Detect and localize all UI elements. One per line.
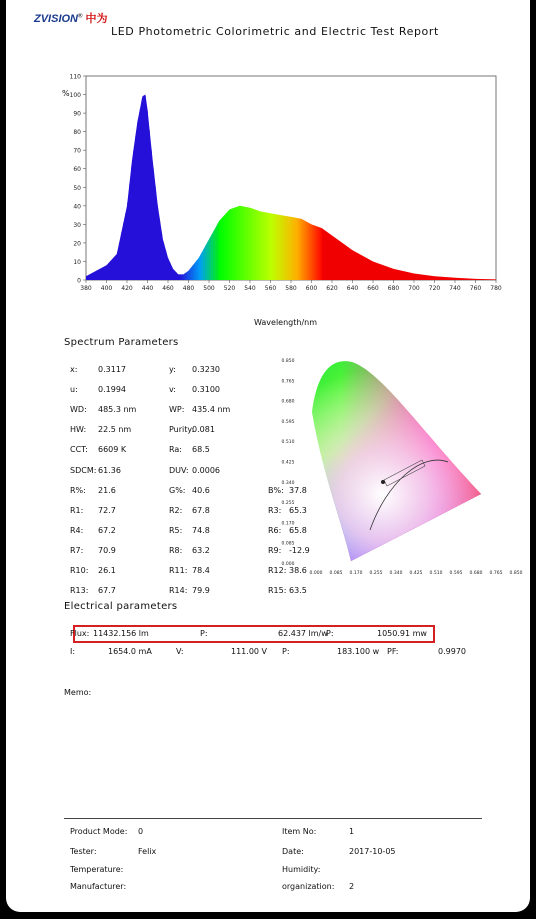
param-label: R%: [70, 485, 86, 495]
param-value: 37.8 [289, 485, 307, 495]
cie-y-tick-label: 0.085 [281, 541, 295, 547]
cie-x-tick-label: 0.425 [409, 571, 423, 576]
param-label: B%: [268, 485, 284, 495]
x-tick-label: 460 [162, 285, 174, 292]
x-tick-label: 780 [490, 285, 502, 292]
param-value: -12.9 [289, 545, 310, 555]
cie-x-tick-label: 0.595 [449, 571, 463, 576]
param-label: u: [70, 385, 78, 395]
cie-y-tick-label: 0.425 [281, 460, 295, 466]
param-label: Ra: [169, 445, 182, 455]
electrical-heading: Electrical parameters [64, 601, 178, 612]
current-value: 1654.0 mA [108, 647, 152, 656]
param-label: R6: [268, 525, 282, 535]
param-value: 22.5 nm [98, 425, 132, 435]
param-label: R5: [169, 525, 183, 535]
cie-x-tick-label: 0.510 [429, 571, 443, 576]
voltage-label: V: [176, 647, 184, 656]
param-value: 79.9 [192, 586, 210, 596]
param-value: 40.6 [192, 485, 210, 495]
y-tick-label: 10 [73, 258, 81, 266]
param-label: WD: [70, 405, 87, 415]
y-tick-label: 100 [69, 92, 81, 100]
param-label: R14: [169, 586, 188, 596]
cie-y-tick-label: 0.765 [281, 379, 295, 385]
param-label: R15: [268, 586, 287, 596]
y-tick-label: 60 [73, 166, 81, 174]
pf-value: 0.9970 [438, 647, 466, 656]
cie-y-tick-label: 0.000 [281, 562, 295, 567]
efficacy-label: P: [200, 629, 208, 638]
test-point [381, 480, 385, 484]
x-tick-label: 560 [264, 285, 277, 292]
spectrum-chart [50, 68, 520, 328]
param-label: R4: [70, 525, 84, 535]
y-tick-label: 20 [73, 240, 81, 248]
param-label: R3: [268, 505, 282, 515]
param-label: R2: [169, 505, 183, 515]
cie-y-tick-label: 0.595 [281, 419, 295, 425]
x-tick-label: 700 [408, 285, 420, 292]
param-label: R9: [268, 545, 282, 555]
cie-y-tick-label: 0.255 [281, 501, 295, 507]
param-value: 67.7 [98, 586, 116, 596]
y-tick-label: 30 [73, 221, 81, 229]
humidity-label: Humidity: [282, 865, 321, 874]
organization-label: organization: [282, 882, 335, 891]
cie-x-tick-label: 0.765 [489, 571, 503, 576]
param-label: y: [169, 365, 176, 374]
param-value: 0.0006 [192, 465, 220, 475]
param-label: x: [70, 365, 78, 374]
param-value: 70.9 [98, 545, 116, 555]
x-tick-label: 760 [469, 285, 482, 292]
memo-label: Memo: [64, 688, 92, 697]
param-value: 38.6 [289, 566, 307, 575]
param-label: R1: [70, 505, 84, 515]
param-value: 6609 K [98, 445, 127, 455]
param-label: R12: [268, 566, 287, 575]
param-value: 72.7 [98, 505, 116, 515]
cie-y-tick-label: 0.170 [281, 521, 295, 527]
cie-y-tick-label: 0.340 [281, 480, 295, 486]
x-tick-label: 580 [285, 285, 297, 292]
flux-label: Flux: [70, 629, 90, 638]
cie-x-tick-label: 0.085 [329, 571, 343, 576]
temperature-label: Temperature: [70, 865, 124, 874]
logo: ZVISION® 中为 [34, 13, 108, 25]
x-tick-label: 680 [387, 285, 400, 292]
cie-y-tick-label: 0.850 [281, 359, 295, 364]
param-value: 26.1 [98, 566, 116, 575]
param-value: 67.8 [192, 505, 210, 515]
y-tick-label: 50 [73, 184, 81, 192]
param-label: Purity: [169, 425, 195, 435]
param-value: 61.36 [98, 465, 121, 475]
param-label: CCT: [70, 445, 88, 455]
x-tick-label: 600 [305, 285, 318, 292]
power-value: 183.100 w [337, 647, 380, 656]
cie-x-tick-label: 0.850 [509, 571, 523, 576]
param-label: R11: [169, 566, 188, 575]
report-page [6, 0, 530, 912]
logo-text: ZVISION [34, 13, 79, 25]
x-tick-label: 500 [203, 285, 215, 292]
param-label: R8: [169, 545, 183, 555]
param-value: 63.5 [289, 586, 307, 596]
x-tick-label: 380 [80, 285, 92, 292]
current-label: I: [70, 647, 76, 656]
param-label: DUV: [169, 465, 189, 475]
param-value: 0.081 [192, 425, 215, 435]
x-tick-label: 400 [100, 285, 113, 292]
param-value: 435.4 nm [192, 405, 231, 415]
y-tick-label: 40 [73, 203, 81, 211]
param-label: R7: [70, 545, 84, 555]
param-value: 0.1994 [98, 385, 126, 395]
cie-chromaticity-chart [272, 352, 523, 582]
param-label: SDCM: [70, 465, 97, 475]
x-tick-label: 420 [121, 285, 133, 292]
radiant-power-value: 1050.91 mw [377, 629, 427, 638]
y-axis-label: % [62, 89, 70, 98]
manufacturer-label: Manufacturer: [70, 882, 127, 891]
cie-y-tick-label: 0.510 [281, 440, 295, 446]
param-value: 67.2 [98, 525, 116, 535]
param-label: WP: [169, 405, 185, 415]
param-value: 68.5 [192, 445, 210, 455]
spectrum-heading: Spectrum Parameters [64, 337, 179, 348]
date-label: Date: [282, 847, 304, 856]
param-label: v: [169, 385, 176, 395]
x-tick-label: 620 [326, 285, 338, 292]
flux-value: 11432.156 lm [93, 629, 149, 638]
pf-label: PF: [387, 647, 399, 656]
cie-x-tick-label: 0.340 [389, 571, 403, 576]
param-label: G%: [169, 485, 186, 495]
x-tick-label: 640 [346, 285, 359, 292]
y-tick-label: 110 [69, 73, 81, 81]
x-tick-label: 720 [428, 285, 441, 292]
tester-label: Tester: [70, 847, 97, 856]
tester-value: Felix [138, 847, 157, 856]
x-tick-label: 440 [141, 285, 154, 292]
param-value: 21.6 [98, 485, 116, 495]
cie-x-tick-label: 0.170 [349, 571, 363, 576]
y-tick-label: 80 [73, 129, 81, 137]
product-model-value: 0 [138, 827, 144, 836]
spectrum-area [86, 76, 497, 280]
param-value: 0.3117 [98, 365, 126, 374]
x-tick-label: 520 [223, 285, 236, 292]
logo-cn: 中为 [85, 13, 108, 25]
voltage-value: 111.00 V [231, 647, 268, 656]
cie-gamut [272, 352, 502, 582]
power-label: P: [282, 647, 290, 656]
product-model-label: Product Mode: [70, 827, 128, 836]
x-tick-label: 740 [449, 285, 461, 292]
param-value: 485.3 nm [98, 405, 137, 415]
y-tick-label: 90 [73, 110, 81, 118]
param-label: R10: [70, 566, 89, 575]
param-value: 63.2 [192, 545, 210, 555]
cie-x-tick-label: 0.255 [369, 571, 383, 576]
cie-x-tick-label: 0.000 [309, 571, 323, 576]
param-label: HW: [70, 425, 87, 435]
radiant-power-label: P: [326, 629, 334, 638]
param-value: 65.3 [289, 505, 307, 515]
param-value: 65.8 [289, 525, 307, 535]
efficacy-value: 62.437 lm/w [278, 629, 328, 638]
x-tick-label: 480 [182, 285, 195, 292]
param-label: R13: [70, 586, 89, 596]
report-title: LED Photometric Colorimetric and Electric Test Report [111, 25, 439, 38]
y-tick-label: 0 [77, 277, 81, 285]
y-tick-label: 70 [73, 147, 81, 155]
cie-x-tick-label: 0.680 [469, 571, 483, 576]
item-no-label: Item No: [282, 827, 317, 836]
param-value: 0.3100 [192, 385, 220, 395]
organization-value: 2 [349, 882, 355, 891]
item-no-value: 1 [349, 827, 355, 836]
param-value: 0.3230 [192, 365, 220, 374]
param-value: 74.8 [192, 525, 210, 535]
cie-y-tick-label: 0.680 [281, 399, 295, 405]
x-axis-label: Wavelength/nm [254, 318, 318, 327]
param-value: 78.4 [192, 566, 210, 575]
x-tick-label: 660 [367, 285, 379, 292]
date-value: 2017-10-05 [349, 847, 396, 856]
footer-divider [64, 818, 482, 819]
x-tick-label: 540 [244, 285, 256, 292]
